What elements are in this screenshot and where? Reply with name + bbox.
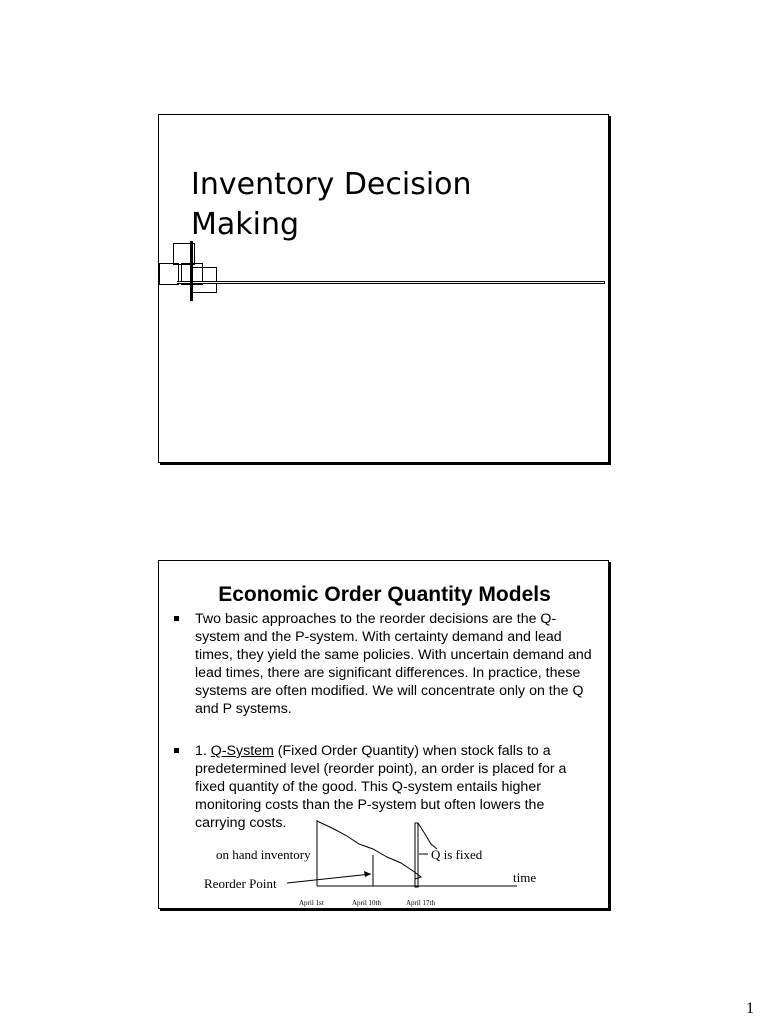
ylabel: on hand inventory — [216, 847, 311, 862]
bullet-approaches: Two basic approaches to the reorder decisions are the Q-system and the P-system. With certainty demand and lead times, they yield the same policies. With uncertain demand and lead times, there are significant differences. In practice, these systems are often modified. We will concentrate only on the Q and P systems. — [195, 610, 597, 718]
reorder-arrow — [287, 874, 371, 883]
q-system-term: Q-System — [210, 743, 274, 759]
q-system-diagram — [159, 561, 610, 910]
decor-square — [159, 263, 179, 285]
title-line-2: Making — [191, 207, 300, 242]
slide-title-heading — [191, 165, 571, 245]
date-april-17: April 17th — [406, 899, 435, 907]
xlabel: time — [513, 870, 537, 885]
date-april-10: April 10th — [352, 899, 381, 907]
title-line-1: Inventory Decision — [191, 167, 472, 202]
date-april-1: April 1st — [299, 899, 324, 907]
decor-square — [191, 267, 217, 293]
arrow-head — [364, 871, 371, 877]
q-fixed-label: Q is fixed — [431, 847, 483, 862]
bullet-text: (Fixed Order Quantity) when stock falls to a predetermined level (reorder point), an order is placed for a fixed quantity of the good. This Q-system entails higher monitoring costs than the P-system but often lowers the carrying costs. — [195, 743, 567, 831]
slide-eoq — [158, 560, 609, 909]
decor-bar — [190, 241, 193, 301]
slide-title — [158, 114, 609, 463]
reorder-point-label: Reorder Point — [204, 876, 277, 891]
bullet-prefix: 1. — [195, 743, 211, 759]
second-cycle-line — [418, 823, 437, 849]
restock-bar — [415, 823, 418, 887]
title-rule — [177, 281, 605, 284]
page-number: 1 — [746, 1000, 754, 1017]
slide-heading: Economic Order Quantity Models — [218, 583, 551, 606]
depletion-line — [317, 821, 421, 879]
